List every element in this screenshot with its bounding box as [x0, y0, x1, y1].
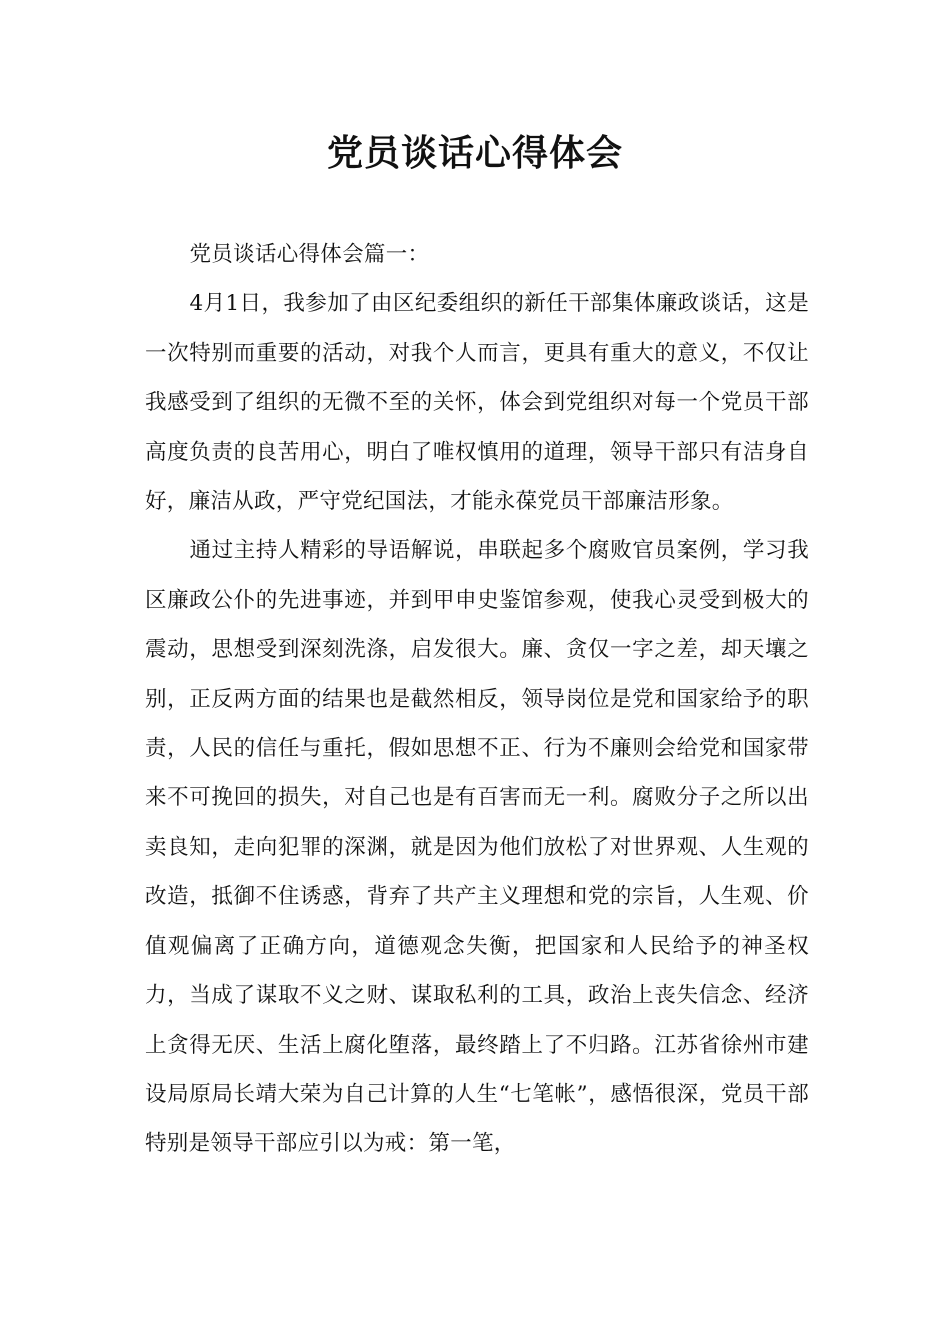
body-paragraph: 4月1日，我参加了由区纪委组织的新任干部集体廉政谈话，这是一次特别而重要的活动，对我个人而言，更具有重大的意义，不仅让我感受到了组织的无微不至的关怀，体会到党组织对每一个党员干部高度负责的良苦用心，明白了唯权慎用的道理，领导干部只有洁身自好，廉洁从政，严守党纪国法，才能永葆党员干部廉洁形象。	[145, 291, 809, 515]
body-paragraph: 通过主持人精彩的导语解说，串联起多个腐败官员案例，学习我区廉政公仆的先进事迹，并到甲申史鉴馆参观，使我心灵受到极大的震动，思想受到深刻洗涤，启发很大。廉、贪仅一字之差，却天壤之别，正反两方面的结果也是截然相反，领导岗位是党和国家给予的职责，人民的信任与重托，假如思想不正、行为不廉则会给党和国家带来不可挽回的损失，对自己也是有百害而无一利。腐败分子之所以出卖良知，走向犯罪的深渊，就是因为他们放松了对世界观、人生观的改造，抵御不住诱惑，背弃了共产主义理想和党的宗旨，人生观、价值观偏离了正确方向，道德观念失衡，把国家和人民给予的神圣权力，当成了谋取不义之财、谋取私利的工具，政治上丧失信念、经济上贪得无厌、生活上腐化堕落，最终踏上了不归路。江苏省徐州市建设局原局长靖大荣为自己计算的人生“七笔帐”，感悟很深，党员干部特别是领导干部应引以为戒：第一笔，	[145, 538, 809, 1157]
document-title: 党员谈话心得体会	[326, 132, 623, 174]
document-body	[145, 230, 809, 1169]
section-heading: 党员谈话心得体会篇一：	[189, 242, 430, 267]
